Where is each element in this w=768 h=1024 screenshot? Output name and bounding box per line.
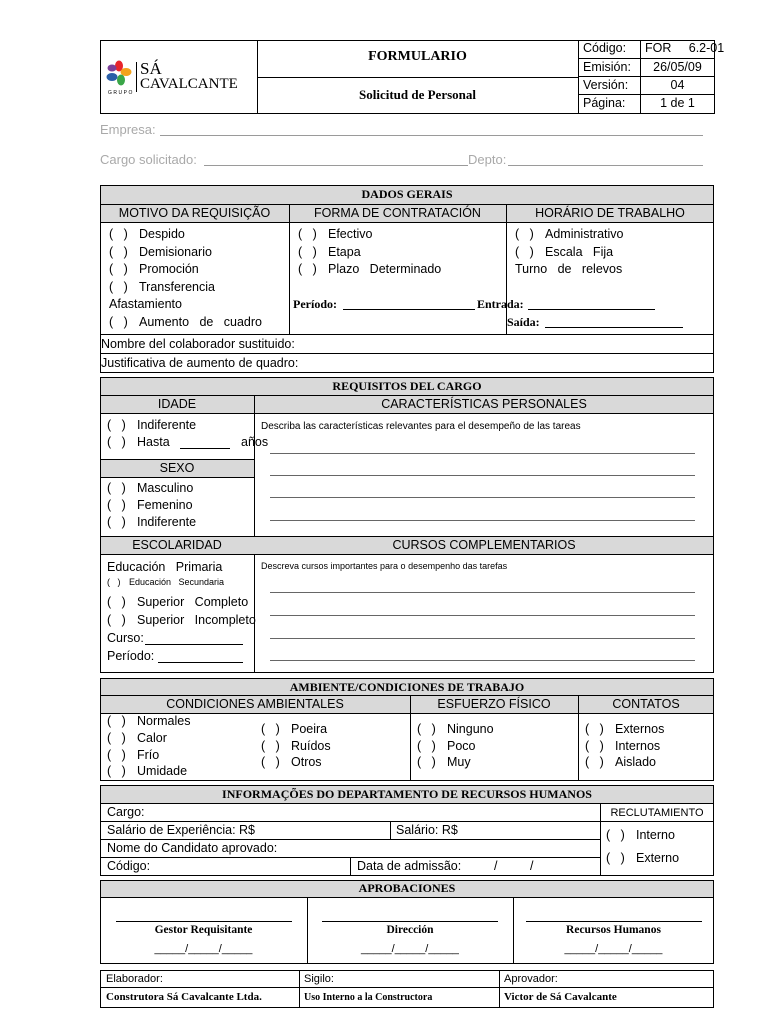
checkbox-poco[interactable]: ( ) — [417, 739, 436, 753]
meta-version-value: 04 — [670, 78, 685, 92]
label-masculino: Masculino — [137, 481, 194, 495]
footer-sigilo-value: Uso Interno a la Constructora — [304, 992, 433, 1003]
checkbox-sexo-indiferente[interactable]: ( ) — [107, 515, 126, 529]
brand-group-label: GRUPO — [108, 90, 134, 96]
label-plazo: Plazo Determinado — [328, 262, 442, 276]
periodo-label: Período: — [293, 297, 337, 311]
date-line-gestor[interactable]: _____/_____/_____ — [154, 943, 253, 955]
checkbox-poeira[interactable]: ( ) — [261, 722, 280, 736]
checkbox-normales[interactable]: ( ) — [107, 714, 126, 728]
label-ruidos: Ruídos — [291, 739, 331, 753]
checkbox-transferencia[interactable]: ( ) — [109, 280, 128, 294]
label-administrativo: Administrativo — [545, 227, 624, 241]
label-primaria: Educación Primaria — [107, 560, 223, 574]
caracteristicas-hint: Describa las características relevantes para el desempeño de las tareas — [261, 421, 581, 432]
periodo-escolaridad-field[interactable] — [158, 662, 243, 663]
cursos-header: CURSOS COMPLEMENTARIOS — [392, 538, 576, 552]
checkbox-superior-incompleto[interactable]: ( ) — [107, 613, 126, 627]
label-despido: Despido — [139, 227, 185, 241]
empresa-label: Empresa: — [100, 122, 156, 137]
escolaridad-header: ESCOLARIDAD — [132, 538, 222, 552]
cursos-line[interactable] — [270, 638, 695, 639]
checkbox-escala[interactable]: ( ) — [515, 245, 534, 259]
meta-pagina-value: 1 de 1 — [660, 96, 695, 110]
reclutamiento-header: RECLUTAMIENTO — [610, 807, 704, 819]
checkbox-calor[interactable]: ( ) — [107, 731, 126, 745]
checkbox-etapa[interactable]: ( ) — [298, 245, 317, 259]
meta-emision-label: Emisión: — [583, 60, 631, 74]
label-turno: Turno de relevos — [515, 262, 623, 276]
contatos-header: CONTATOS — [612, 697, 680, 711]
dados-gerais-title: DADOS GERAIS — [361, 187, 453, 201]
label-efectivo: Efectivo — [328, 227, 373, 241]
curso-field[interactable] — [145, 644, 243, 645]
admissao-label: Data de admissão: — [357, 859, 462, 873]
meta-version-label: Versión: — [583, 78, 629, 92]
checkbox-externo[interactable]: ( ) — [606, 851, 625, 865]
checkbox-demisionario[interactable]: ( ) — [109, 245, 128, 259]
label-demisionario: Demisionario — [139, 245, 212, 259]
label-promocion: Promoción — [139, 262, 199, 276]
caracteristicas-line[interactable] — [270, 497, 695, 498]
entrada-label: Entrada: — [477, 297, 524, 311]
label-normales: Normales — [137, 714, 191, 728]
rh-title: INFORMAÇÕES DO DEPARTAMENTO DE RECURSOS HUMANOS — [222, 787, 592, 801]
salario-experiencia-label: Salário de Experiência: R$ — [107, 823, 255, 837]
sexo-header: SEXO — [159, 461, 195, 475]
label-anos: años — [241, 435, 269, 449]
label-externos: Externos — [615, 722, 665, 736]
flower-logo-icon — [106, 60, 132, 88]
cursos-hint: Descreva cursos importantes para o desempenho das tarefas — [261, 561, 508, 571]
label-interno: Interno — [636, 828, 675, 842]
checkbox-promocion[interactable]: ( ) — [109, 262, 128, 276]
checkbox-hasta[interactable]: ( ) — [107, 435, 126, 449]
label-superior-incompleto: Superior Incompleto — [137, 613, 256, 627]
date-line-rh[interactable]: _____/_____/_____ — [564, 943, 663, 955]
saida-label: Saída: — [507, 315, 540, 329]
checkbox-superior-completo[interactable]: ( ) — [107, 595, 126, 609]
caracteristicas-line[interactable] — [270, 475, 695, 476]
label-externo: Externo — [636, 851, 680, 865]
hasta-field[interactable] — [180, 448, 230, 449]
caracteristicas-line[interactable] — [270, 520, 695, 521]
brand-line-1: SÁ — [140, 59, 162, 78]
label-internos: Internos — [615, 739, 661, 753]
candidato-label: Nome do Candidato aprovado: — [107, 841, 278, 855]
checkbox-interno[interactable]: ( ) — [606, 828, 625, 842]
checkbox-despido[interactable]: ( ) — [109, 227, 128, 241]
cursos-line[interactable] — [270, 592, 695, 593]
label-aumento: Aumento de cuadro — [139, 315, 262, 329]
checkbox-otros[interactable]: ( ) — [261, 755, 280, 769]
footer-elaborador-value: Construtora Sá Cavalcante Ltda. — [106, 991, 262, 1003]
brand-line-2: CAVALCANTE — [140, 76, 238, 92]
label-secundaria: Educación Secundaria — [129, 577, 225, 587]
footer-sigilo-label: Sigilo: — [304, 973, 334, 985]
cursos-line[interactable] — [270, 615, 695, 616]
aprobaciones-title: APROBACIONES — [358, 881, 456, 895]
footer-elaborador-label: Elaborador: — [106, 973, 163, 985]
salario-label: Salário: R$ — [396, 823, 458, 837]
label-otros: Otros — [291, 755, 322, 769]
checkbox-frio[interactable]: ( ) — [107, 748, 126, 762]
meta-codigo-value: FOR 6.2-01 — [645, 41, 725, 55]
nombre-sustituido-label: Nombre del colaborador sustituido: — [101, 337, 295, 351]
meta-emision-value: 26/05/09 — [653, 60, 702, 74]
label-poeira: Poeira — [291, 722, 328, 736]
label-afastamento: Afastamiento — [109, 297, 182, 311]
checkbox-internos[interactable]: ( ) — [585, 739, 604, 753]
forma-header: FORMA DE CONTRATACIÓN — [314, 206, 481, 220]
condiciones-header: CONDICIONES AMBIENTALES — [166, 697, 344, 711]
footer-aprovador-label: Aprovador: — [504, 973, 558, 985]
periodo-field[interactable] — [343, 309, 475, 310]
justificativa-label: Justificativa de aumento de quadro: — [101, 356, 299, 370]
label-ninguno: Ninguno — [447, 722, 494, 736]
label-idade-indiferente: Indiferente — [137, 418, 197, 432]
checkbox-umidade[interactable]: ( ) — [107, 764, 126, 778]
rh-codigo-label: Código: — [107, 859, 151, 873]
checkbox-plazo[interactable]: ( ) — [298, 262, 317, 276]
idade-header: IDADE — [157, 397, 197, 411]
meta-codigo-label: Código: — [583, 41, 627, 55]
checkbox-femenino[interactable]: ( ) — [107, 498, 126, 512]
checkbox-administrativo[interactable]: ( ) — [515, 227, 534, 241]
signature-line-direccion[interactable] — [322, 921, 498, 922]
checkbox-idade-indiferente[interactable]: ( ) — [107, 418, 126, 432]
cursos-line[interactable] — [270, 660, 695, 661]
checkbox-aislado[interactable]: ( ) — [585, 755, 604, 769]
checkbox-aumento[interactable]: ( ) — [109, 315, 128, 329]
label-frio: Frío — [137, 748, 160, 762]
cargo-solicitado-field[interactable] — [204, 165, 468, 166]
meta-pagina-label: Página: — [583, 96, 626, 110]
signature-line-gestor[interactable] — [116, 921, 292, 922]
empresa-field[interactable] — [160, 135, 703, 136]
date-line-direccion[interactable]: _____/_____/_____ — [361, 943, 459, 955]
cargo-solicitado-label: Cargo solicitado: — [100, 152, 197, 167]
requisitos-title: REQUISITOS DEL CARGO — [332, 379, 482, 393]
label-etapa: Etapa — [328, 245, 361, 259]
signature-line-rh[interactable] — [526, 921, 702, 922]
curso-label: Curso: — [107, 631, 144, 645]
label-escala: Escala Fija — [545, 245, 614, 259]
form-subtitle: Solicitud de Personal — [358, 87, 476, 102]
signer-direccion: Dirección — [386, 924, 434, 936]
horario-header: HORÁRIO DE TRABALHO — [535, 206, 685, 220]
label-umidade: Umidade — [137, 764, 188, 778]
label-femenino: Femenino — [137, 498, 193, 512]
caracteristicas-line[interactable] — [270, 453, 695, 454]
checkbox-efectivo[interactable]: ( ) — [298, 227, 317, 241]
checkbox-masculino[interactable]: ( ) — [107, 481, 126, 495]
label-hasta: Hasta — [137, 435, 170, 449]
signer-gestor: Gestor Requisitante — [154, 924, 253, 936]
esfuerzo-header: ESFUERZO FÍSICO — [437, 697, 551, 711]
footer-aprovador-value: Victor de Sá Cavalcante — [504, 991, 617, 1003]
label-poco: Poco — [447, 739, 476, 753]
admissao-slash-2: / — [530, 859, 534, 873]
checkbox-externos[interactable]: ( ) — [585, 722, 604, 736]
depto-label: Depto: — [468, 152, 507, 167]
label-aislado: Aislado — [615, 755, 656, 769]
checkbox-ninguno[interactable]: ( ) — [417, 722, 436, 736]
checkbox-ruidos[interactable]: ( ) — [261, 739, 280, 753]
admissao-slash-1: / — [494, 859, 498, 873]
label-calor: Calor — [137, 731, 167, 745]
caracteristicas-header: CARACTERÍSTICAS PERSONALES — [381, 397, 587, 411]
rh-cargo-label: Cargo: — [107, 805, 145, 819]
label-sexo-indiferente: Indiferente — [137, 515, 197, 529]
checkbox-muy[interactable]: ( ) — [417, 755, 436, 769]
saida-field[interactable] — [545, 327, 683, 328]
periodo-escolaridad-label: Período: — [107, 649, 155, 663]
checkbox-secundaria[interactable]: ( ) — [107, 577, 121, 587]
depto-field[interactable] — [508, 165, 703, 166]
label-muy: Muy — [447, 755, 471, 769]
company-logo — [106, 58, 256, 98]
signer-rh: Recursos Humanos — [566, 924, 661, 936]
motivo-header: MOTIVO DA REQUISIÇÃO — [118, 206, 271, 220]
ambiente-title: AMBIENTE/CONDICIONES DE TRABAJO — [289, 680, 525, 694]
form-title: FORMULARIO — [368, 49, 467, 64]
label-transferencia: Transferencia — [139, 280, 215, 294]
label-superior-completo: Superior Completo — [137, 595, 249, 609]
entrada-field[interactable] — [528, 309, 655, 310]
